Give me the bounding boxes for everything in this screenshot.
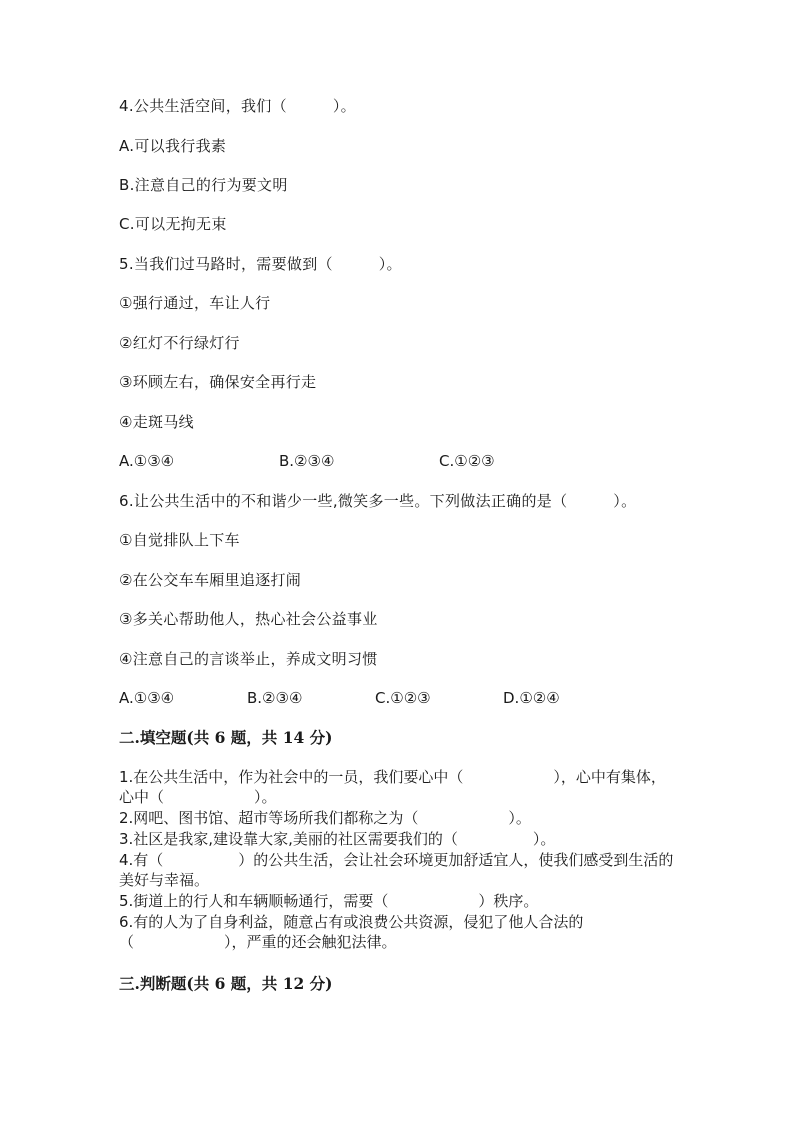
fill-item-1: 1.在公共生活中，作为社会中的一员，我们要心中（ ），心中有集体，心中（ ）。 — [119, 768, 666, 806]
question-5-item-2: ②红灯不行绿灯行 — [119, 334, 240, 352]
question-6-option-b: B.②③④ — [247, 689, 303, 707]
question-6-option-a: A.①③④ — [119, 689, 175, 707]
question-6-item-1: ①自觉排队上下车 — [119, 531, 240, 549]
fill-item-3: 3.社区是我家,建设靠大家,美丽的社区需要我们的（ ）。 — [119, 830, 556, 848]
question-4-option-c: C.可以无拘无束 — [119, 215, 227, 233]
question-5-option-c: C.①②③ — [439, 452, 495, 470]
question-5-item-3: ③环顾左右，确保安全再行走 — [119, 373, 317, 391]
question-6-item-4: ④注意自己的言谈举止，养成文明习惯 — [119, 650, 378, 668]
fill-item-4: 4.有（ ）的公共生活，会让社会环境更加舒适宜人，使我们感受到生活的美好与幸福。 — [119, 851, 674, 889]
question-5-option-b: B.②③④ — [279, 452, 335, 470]
question-5-option-a: A.①③④ — [119, 452, 175, 470]
fill-item-2: 2.网吧、图书馆、超市等场所我们都称之为（ ）。 — [119, 809, 531, 827]
section-2-heading: 二.填空题(共 6 题，共 14 分) — [119, 728, 333, 747]
fill-item-5: 5.街道上的行人和车辆顺畅通行，需要（ ）秩序。 — [119, 892, 539, 910]
question-6-option-d: D.①②④ — [503, 689, 560, 707]
question-4-option-a: A.可以我行我素 — [119, 137, 227, 155]
section-3-heading: 三.判断题(共 6 题，共 12 分) — [119, 974, 333, 993]
question-5-stem: 5.当我们过马路时，需要做到（ ）。 — [119, 255, 402, 273]
question-5-item-4: ④走斑马线 — [119, 413, 194, 431]
fill-item-6: 6.有的人为了自身利益，随意占有或浪费公共资源，侵犯了他人合法的（ ），严重的还会触犯法律。 — [119, 913, 584, 951]
question-6-item-2: ②在公交车车厢里追逐打闹 — [119, 571, 302, 589]
question-6-item-3: ③多关心帮助他人，热心社会公益事业 — [119, 610, 378, 628]
question-6-stem: 6.让公共生活中的不和谐少一些,微笑多一些。下列做法正确的是（ ）。 — [119, 492, 637, 510]
question-6-option-c: C.①②③ — [375, 689, 431, 707]
question-5-item-1: ①强行通过，车让人行 — [119, 294, 271, 312]
question-4-stem: 4.公共生活空间，我们（ ）。 — [119, 97, 356, 115]
question-4-option-b: B.注意自己的行为要文明 — [119, 176, 288, 194]
